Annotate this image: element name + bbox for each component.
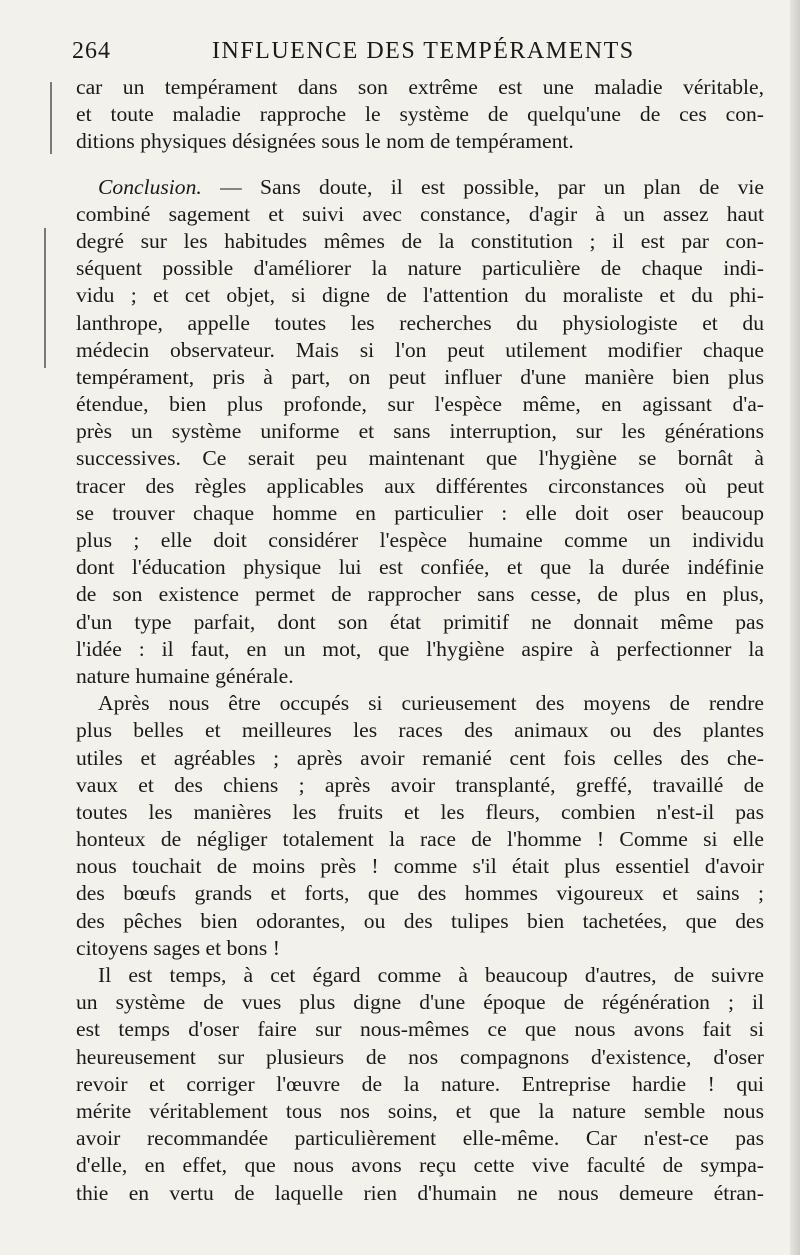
margin-pencil-mark-middle xyxy=(44,228,46,368)
text-line: heureusement sur plusieurs de nos compagnons d'existence, d'oser xyxy=(76,1044,764,1069)
text-line: près un système uniforme et sans interruption, sur les générations xyxy=(76,419,764,444)
text-line: mérite véritablement tous nos soins, et que la nature semble nous xyxy=(76,1098,764,1123)
text-line: citoyens sages et bons ! xyxy=(76,935,280,960)
text-line: est temps d'oser faire sur nous-mêmes ce que nous avons fait si xyxy=(76,1017,764,1042)
text-line: ditions physiques désignées sous le nom de tempérament. xyxy=(76,129,574,154)
margin-pencil-mark-top xyxy=(50,82,52,154)
text-line: Après nous être occupés si curieusement des moyens de rendre xyxy=(98,691,764,716)
text-line: dont l'éducation physique lui est confiée, et que la durée indéfinie xyxy=(76,555,764,580)
text-line: étendue, bien plus profonde, sur l'espèce même, en agissant d'a- xyxy=(76,392,764,417)
text-line: vaux et des chiens ; après avoir transplanté, greffé, travaillé de xyxy=(76,772,764,797)
page-number: 264 xyxy=(72,38,111,64)
text-line: tracer des règles applicables aux différentes circonstances où peut xyxy=(76,473,764,498)
text-line: utiles et agréables ; après avoir remanié cent fois celles des che- xyxy=(76,745,764,770)
text-line: tempérament, pris à part, on peut influer d'une manière bien plus xyxy=(76,364,764,389)
text-line: séquent possible d'améliorer la nature particulière de chaque indi- xyxy=(76,256,764,281)
text-line: d'un type parfait, dont son état primitif ne donnait même pas xyxy=(76,609,764,634)
text-line: médecin observateur. Mais si l'on peut utilement modifier chaque xyxy=(76,337,764,362)
text-line: lanthrope, appelle toutes les recherches du physiologiste et du xyxy=(76,310,764,335)
running-header xyxy=(72,38,762,70)
body-text xyxy=(76,74,764,1207)
text-line: un système de vues plus digne d'une époque de régénération ; il xyxy=(76,990,764,1015)
text-line: successives. Ce serait peu maintenant que l'hygiène se bornât à xyxy=(76,446,764,471)
text-line: des bœufs grands et forts, que des hommes vigoureux et sains ; xyxy=(76,881,764,906)
running-title: INFLUENCE DES TEMPÉRAMENTS xyxy=(212,38,635,64)
text-line-rest: — Sans doute, il est possible, par un plan de vie xyxy=(220,174,764,199)
text-line: de son existence permet de rapprocher sans cesse, de plus en plus, xyxy=(76,582,764,607)
text-line: degré sur les habitudes mêmes de la constitution ; il est par con- xyxy=(76,228,764,253)
text-line: l'idée : il faut, en un mot, que l'hygiène aspire à perfectionner la xyxy=(76,636,764,661)
text-line: toutes les manières les fruits et les fleurs, combien n'est-il pas xyxy=(76,799,764,824)
text-line: honteux de négliger totalement la race de l'homme ! Comme si elle xyxy=(76,827,764,852)
text-line: Il est temps, à cet égard comme à beaucoup d'autres, de suivre xyxy=(98,963,764,987)
text-line: des pêches bien odorantes, ou des tulipes bien tachetées, que des xyxy=(76,908,764,933)
text-line: combiné sagement et suivi avec constance, d'agir à un assez haut xyxy=(76,201,764,226)
text-line: plus ; elle doit considérer l'espèce humaine comme un individu xyxy=(76,528,764,552)
text-line: nous touchait de moins près ! comme s'il était plus essentiel d'avoir xyxy=(76,854,764,879)
text-line: thie en vertu de laquelle rien d'humain ne nous demeure étran- xyxy=(76,1180,764,1205)
text-line: et toute maladie rapproche le système de quelqu'une de ces con- xyxy=(76,102,764,127)
text-line: vidu ; et cet objet, si digne de l'attention du moraliste et du phi- xyxy=(76,283,764,308)
text-line: revoir et corriger l'œuvre de la nature. Entreprise hardie ! qui xyxy=(76,1071,764,1096)
text-line: car un tempérament dans son extrême est une maladie véritable, xyxy=(76,75,764,99)
text-line xyxy=(76,174,764,201)
text-line: nature humaine générale. xyxy=(76,663,294,688)
text-line: se trouver chaque homme en particulier : elle doit oser beaucoup xyxy=(76,500,764,525)
conclusion-heading: Conclusion. xyxy=(98,174,202,199)
text-line: d'elle, en effet, que nous avons reçu cette vive faculté de sympa- xyxy=(76,1153,764,1178)
page-spine-shadow xyxy=(790,0,800,1255)
text-line: avoir recommandée particulièrement elle-même. Car n'est-ce pas xyxy=(76,1126,764,1151)
text-line: plus belles et meilleures les races des animaux ou des plantes xyxy=(76,718,764,743)
